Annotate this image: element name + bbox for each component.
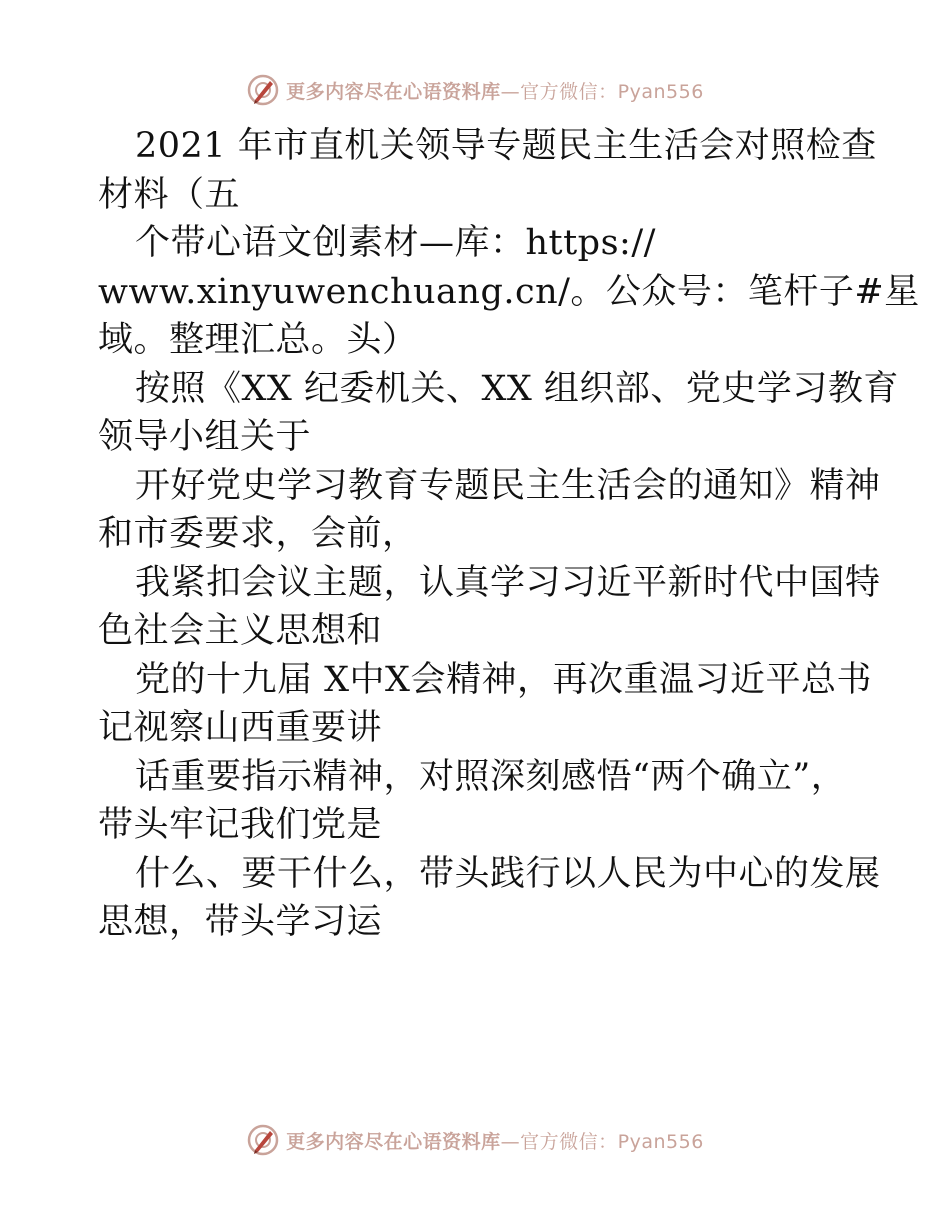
document-line: 话重要指示精神，对照深刻感悟“两个确立”， [135, 756, 847, 797]
document-line: 和市委要求，会前， [98, 514, 418, 554]
document-line: 领导小组关于 [98, 417, 312, 457]
footer-watermark-banner [0, 1120, 950, 1160]
document-line: www.xinyuwenchuang.cn/。公众号：笔杆子#星 [98, 271, 920, 312]
document-line: 记视察山西重要讲 [98, 708, 383, 748]
document-line: 我紧扣会议主题，认真学习习近平新时代中国特 [135, 562, 881, 603]
document-line: 色社会主义思想和 [98, 611, 383, 651]
document-line: 2021 年市直机关领导专题民主生活会对照检查 [135, 126, 877, 166]
document-line: 按照《XX 纪委机关、XX 组织部、党史学习教育 [135, 368, 899, 409]
document-line: 开好党史学习教育专题民主生活会的通知》精神 [135, 465, 881, 506]
document-line: 什么、要干什么，带头践行以人民为中心的发展 [135, 853, 881, 894]
banner-main-text: 更多内容尽在心语资料库 [286, 1130, 501, 1153]
document-line: 个带心语文创素材—库：https:// [135, 223, 656, 263]
document-line: 带头牢记我们党是 [98, 805, 383, 845]
document-line: 材料（五 [98, 174, 241, 215]
document-line: 域。整理汇总。头） [98, 320, 418, 360]
pen-logo-icon [246, 1123, 280, 1157]
header-watermark-banner [0, 70, 950, 110]
pen-logo-icon [246, 73, 280, 107]
banner-wechat-text: —官方微信：Pyan556 [500, 1130, 704, 1153]
banner-main-text: 更多内容尽在心语资料库 [286, 80, 501, 103]
document-body [98, 122, 920, 947]
document-line: 党的十九届 X中X会精神，再次重温习近平总书 [135, 659, 872, 700]
banner-wechat-text: —官方微信：Pyan556 [500, 80, 704, 103]
document-line: 思想，带头学习运 [98, 902, 383, 942]
